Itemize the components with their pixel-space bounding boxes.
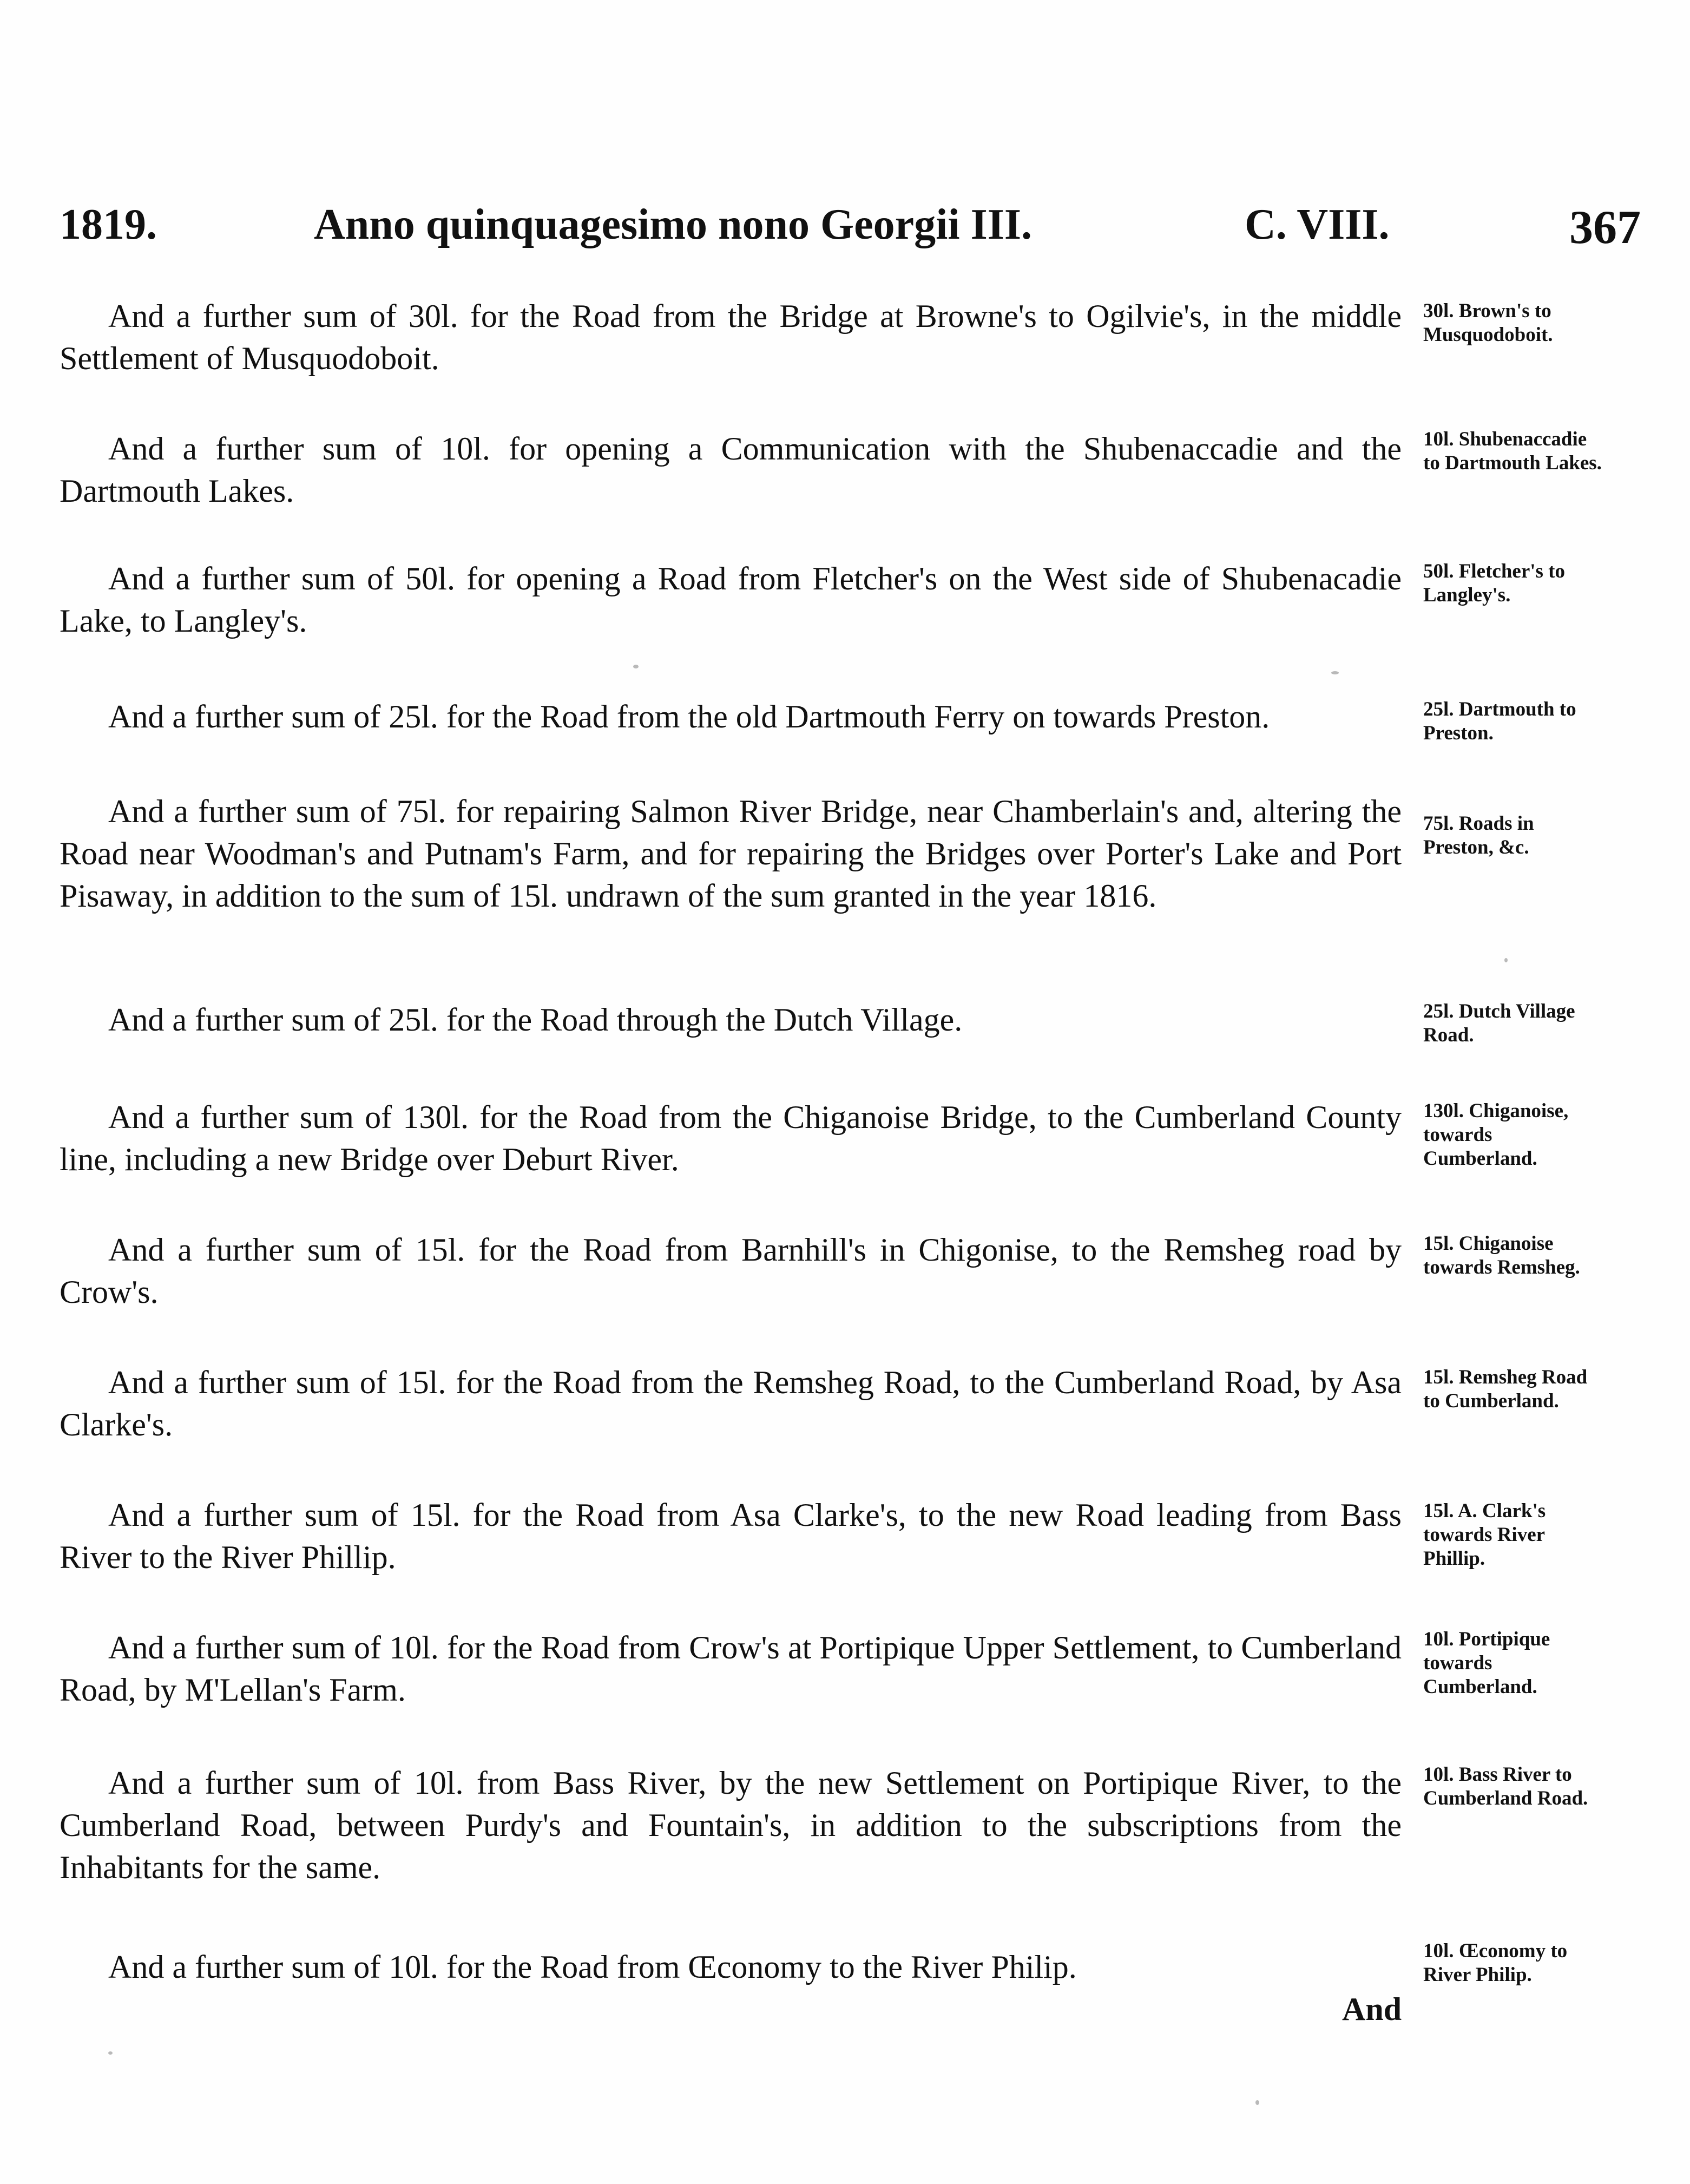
scan-speck [108,2051,113,2055]
page-number: 367 [1569,201,1641,254]
margin-note: 25l. Dutch Village Road. [1423,1000,1575,1046]
header-chapter: C. VIII. [1245,201,1390,248]
entry-text: And a further sum of 10l. for opening a Communication with the Shubenaccadie and the Dartmouth Lakes. [60,431,1402,509]
entry-text: And a further sum of 15l. for the Road from Asa Clarke's, to the new Road leading from Bass River to the River Phillip. [60,1497,1402,1575]
entry-text: And a further sum of 75l. for repairing Salmon River Bridge, near Chamberlain's and, altering the Road near Woodman's and Putnam's Farm, and for repairing the Bridges over Porter's Lake and Port Pisaway, in addition to the sum of 15l. undrawn of the sum granted in the year 1816. [60,793,1402,914]
entry-text: And a further sum of 15l. for the Road from the Remsheg Road, to the Cumberland Road, by Asa Clarke's. [60,1365,1402,1442]
margin-note: 15l. Remsheg Road to Cumberland. [1423,1366,1588,1412]
margin-note: 15l. A. Clark's towards River Phillip. [1423,1500,1546,1570]
entry-text: And a further sum of 10l. from Bass River, by the new Settlement on Portipique River, to the Cumberland Road, between Purdy's and Fountain's, in addition to the subscriptions from the Inhabitants for the same. [60,1765,1402,1885]
entry-text: And a further sum of 25l. for the Road through the Dutch Village. [108,1002,963,1038]
scan-speck [633,665,639,668]
margin-note: 10l. Œconomy to River Philip. [1423,1940,1568,1986]
margin-note: 25l. Dartmouth to Preston. [1423,698,1576,744]
scan-speck [1331,671,1339,674]
margin-note: 15l. Chiganoise towards Remsheg. [1423,1232,1580,1278]
entry-text: And a further sum of 30l. for the Road from the Bridge at Browne's to Ogilvie's, in the middle Settlement of Musquodoboit. [60,298,1402,376]
margin-note: 30l. Brown's to Musquodoboit. [1423,300,1553,346]
scan-speck [1255,2100,1259,2105]
scan-speck [1504,958,1508,962]
header-year: 1819. [60,201,157,248]
entry-text: And a further sum of 25l. for the Road from the old Dartmouth Ferry on towards Preston. [108,699,1270,734]
entry-text: And a further sum of 130l. for the Road from the Chiganoise Bridge, to the Cumberland County line, including a new Bridge over Deburt River. [60,1099,1402,1177]
running-header [60,200,1641,260]
entry-text: And a further sum of 15l. for the Road from Barnhill's in Chigonise, to the Remsheg road by Crow's. [60,1232,1402,1310]
margin-note: 10l. Shubenaccadie to Dartmouth Lakes. [1423,428,1602,474]
margin-note: 75l. Roads in Preston, &c. [1423,812,1534,858]
margin-note: 10l. Bass River to Cumberland Road. [1423,1763,1588,1809]
entry-text: And a further sum of 10l. for the Road from Œconomy to the River Philip. [108,1949,1077,1985]
entry-text: And a further sum of 50l. for opening a Road from Fletcher's on the West side of Shubenacadie Lake, to Langley's. [60,561,1402,639]
catchword: And [1342,1991,1402,2027]
margin-note: 50l. Fletcher's to Langley's. [1423,560,1565,606]
entry-text: And a further sum of 10l. for the Road from Crow's at Portipique Upper Settlement, to Cumberland Road, by M'Lellan's Farm. [60,1630,1402,1708]
margin-note: 130l. Chiganoise, towards Cumberland. [1423,1100,1569,1170]
header-title: Anno quinquagesimo nono Georgii III. [314,201,1033,248]
margin-note: 10l. Portipique towards Cumberland. [1423,1628,1550,1698]
